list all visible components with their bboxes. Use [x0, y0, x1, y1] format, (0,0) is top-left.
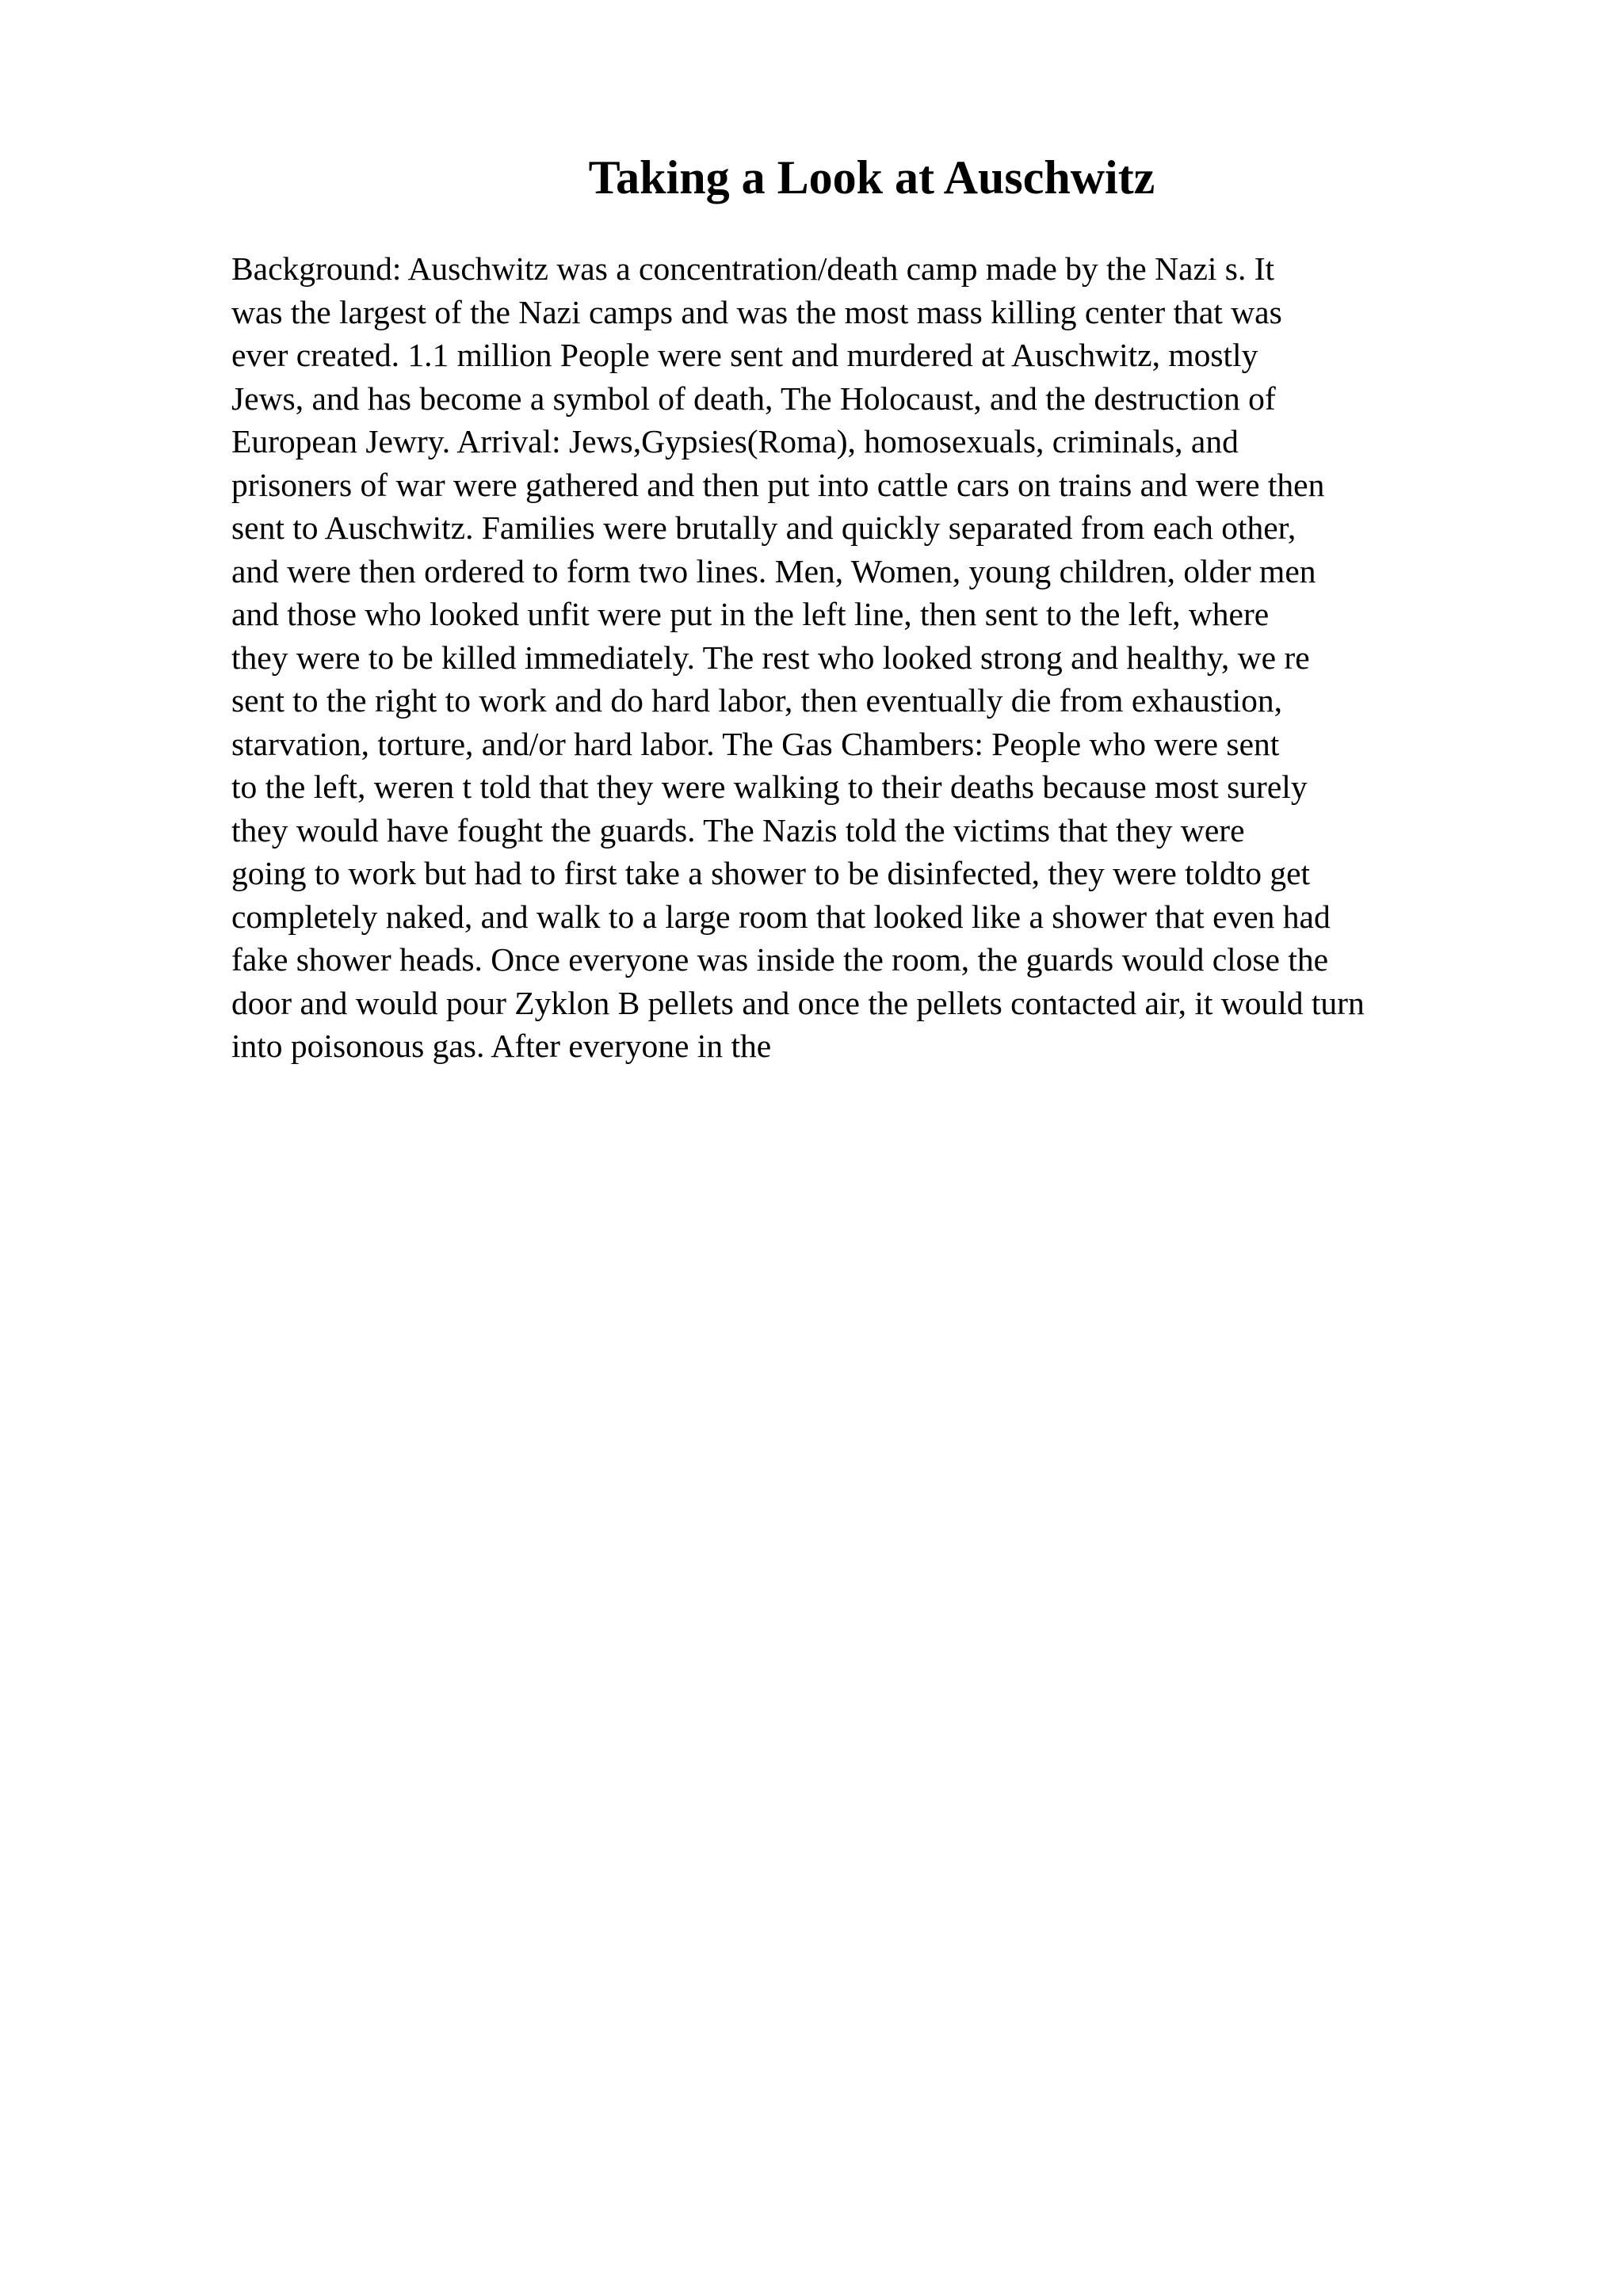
body-line: going to work but had to first take a shower to be disinfected, they were toldto get — [231, 855, 1311, 891]
body-line: Jews, and has become a symbol of death, The Holocaust, and the destruction of — [231, 379, 1276, 417]
document-title: Taking a Look at Auschwitz — [588, 151, 1155, 204]
body-line: sent to Auschwitz. Families were brutally and quickly separated from each other, — [231, 509, 1296, 546]
body-line: European Jewry. Arrival: Jews,Gypsies(Roma), homosexuals, criminals, and — [231, 423, 1239, 460]
body-line: door and would pour Zyklon B pellets and once the pellets contacted air, it would turn — [231, 984, 1365, 1021]
body-line: and were then ordered to form two lines. Men, Women, young children, older men — [231, 552, 1316, 589]
body-line: prisoners of war were gathered and then put into cattle cars on trains and were then — [231, 466, 1325, 503]
body-line: they would have fought the guards. The Nazis told the victims that they were — [231, 811, 1245, 849]
body-line: fake shower heads. Once everyone was inside the room, the guards would close the — [231, 941, 1329, 978]
body-line: and those who looked unfit were put in the left line, then sent to the left, where — [231, 596, 1270, 632]
body-line: to the left, weren t told that they were walking to their deaths because most surely — [231, 769, 1308, 805]
document-body — [231, 247, 1594, 1068]
body-line: was the largest of the Nazi camps and was the most mass killing center that was — [231, 293, 1282, 330]
body-line: completely naked, and walk to a large room that looked like a shower that even had — [231, 898, 1331, 935]
body-line: ever created. 1.1 million People were sent and murdered at Auschwitz, mostly — [231, 337, 1258, 373]
body-line: starvation, torture, and/or hard labor. The Gas Chambers: People who were sent — [231, 725, 1280, 762]
body-line: sent to the right to work and do hard labor, then eventually die from exhaustion, — [231, 682, 1283, 719]
body-line: they were to be killed immediately. The rest who looked strong and healthy, we re — [231, 639, 1310, 676]
body-line: into poisonous gas. After everyone in the — [231, 1028, 772, 1064]
body-line: Background: Auschwitz was a concentration/death camp made by the Nazi s. It — [231, 250, 1275, 287]
